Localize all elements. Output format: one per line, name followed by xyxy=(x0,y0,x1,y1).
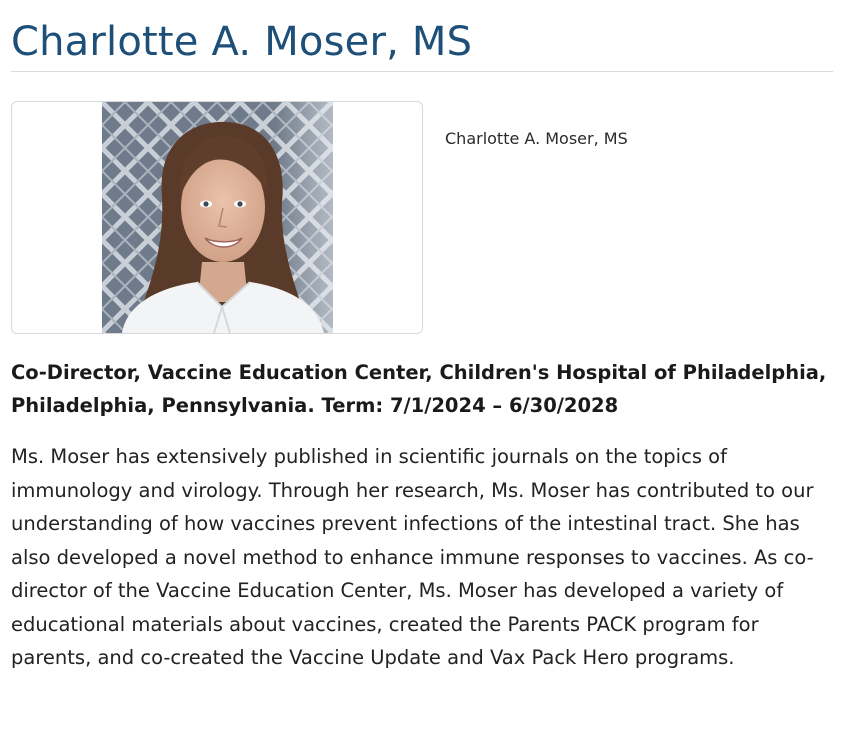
photo-card xyxy=(11,101,423,334)
page-title: Charlotte A. Moser, MS xyxy=(11,19,473,65)
role-description: Co-Director, Vaccine Education Center, Children's Hospital of Philadelphia, Philadelphia, Pennsylvania. Term: 7/1/2024 – 6/30/2028 xyxy=(11,361,827,417)
photo-caption: Charlotte A. Moser, MS xyxy=(445,129,628,148)
title-divider xyxy=(11,71,833,72)
profile-page xyxy=(11,0,833,675)
bio-paragraph: Ms. Moser has extensively published in scientific journals on the topics of immunology and virology. Through her research, Ms. Moser has contributed to our understanding of how vaccines prevent infections of the intestinal tract. She has also developed a novel method to enhance immune responses to vaccines. As co-director of the Vaccine Education Center, Ms. Moser has developed a variety of educational materials about vaccines, created the Parents PACK program for parents, and co-created the Vaccine Update and Vax Pack Hero programs. xyxy=(11,445,814,669)
profile-header xyxy=(11,101,833,334)
profile-photo xyxy=(102,102,333,333)
